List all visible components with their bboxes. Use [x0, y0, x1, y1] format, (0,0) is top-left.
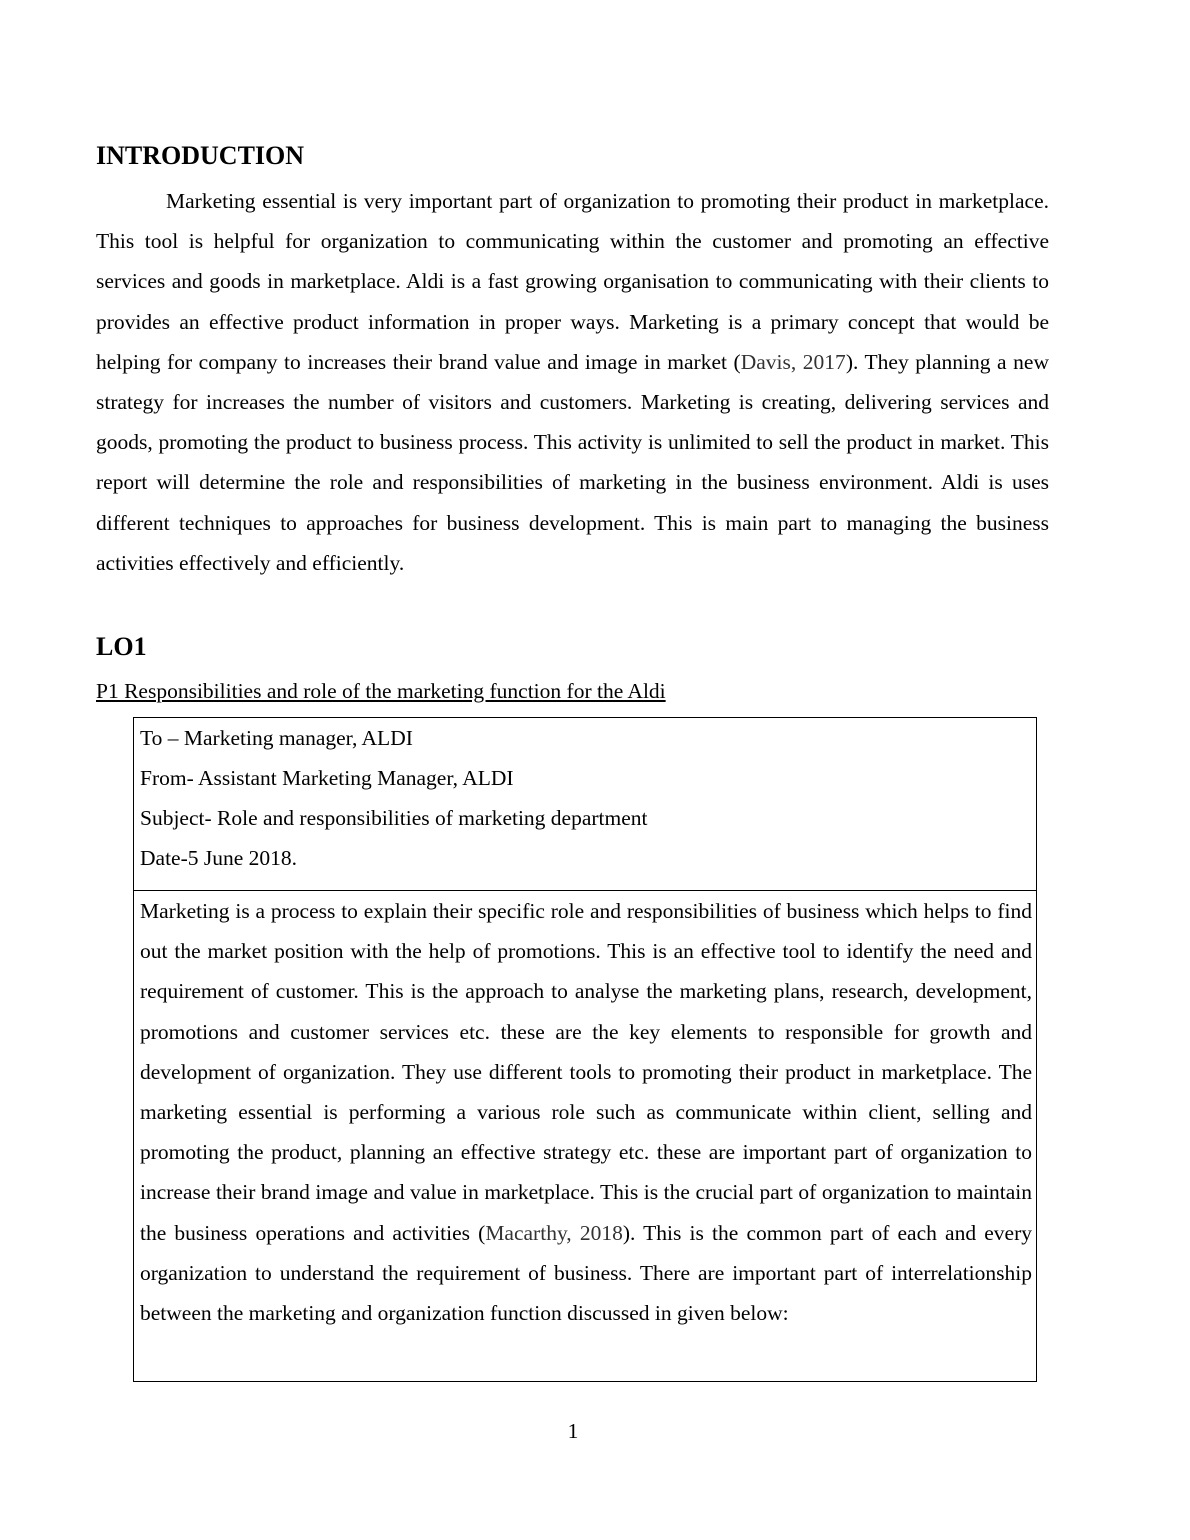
introduction-text-part1: Marketing essential is very important part of organization to promoting their product in marketplace. This tool is helpful for organization to communicating within the customer and promoting an effective services and goods in marketplace. Aldi is a fast growing organisation to communicating with their clients to provides an effective product information in proper ways. Marketing is a primary concept that would be helping for company to increases their brand value and image in market ( — [96, 189, 1049, 374]
memo-from: From- Assistant Marketing Manager, ALDI — [140, 766, 514, 790]
memo-header-cell — [134, 718, 1036, 891]
memo-body-text-part1: Marketing is a process to explain their specific role and responsibilities of business which helps to find out the market position with the help of promotions. This is an effective tool to identify the need and requirement of customer. This is the approach to analyse the marketing plans, research, development, promotions and customer services etc. these are the key elements to responsible for growth and development of organization. They use different tools to promoting their product in marketplace. The marketing essential is performing a various role such as communicate within client, selling and promoting the product, planning an effective strategy etc. these are important part of organization to increase their brand image and value in marketplace. This is the crucial part of organization to maintain the business operations and activities ( — [140, 899, 1032, 1245]
lo1-heading: LO1 — [96, 632, 147, 661]
memo-body-paragraph — [140, 891, 1032, 1333]
memo-body-text-part2: ). This is the common part of each and every organization to understand the requirement of business. There are important part of interrelationship between the marketing and organization function discussed in given below: — [140, 1220, 1033, 1326]
memo-subject: Subject- Role and responsibilities of marketing department — [140, 806, 648, 830]
citation-macarthy: Macarthy, 2018 — [485, 1220, 623, 1245]
introduction-text-part2: ). They planning a new strategy for increases the number of visitors and customers. Marketing is creating, delivering services and goods, promoting the product to business process. This activity is unlimited to sell the product in market. This report will determine the role and responsibilities of marketing in the business environment. Aldi is uses different techniques to approaches for business development. This is main part to managing the business activities effectively and efficiently. — [96, 349, 1049, 575]
memo-date: Date-5 June 2018. — [140, 846, 298, 870]
page-number: 1 — [567, 1419, 579, 1443]
introduction-paragraph — [96, 181, 1049, 583]
p1-subheading: P1 Responsibilities and role of the marketing function for the Aldi — [96, 679, 666, 703]
memo-to: To – Marketing manager, ALDI — [140, 726, 413, 750]
memo-table — [133, 717, 1037, 1382]
introduction-heading: INTRODUCTION — [96, 141, 305, 170]
citation-davis: Davis, 2017 — [740, 349, 846, 374]
